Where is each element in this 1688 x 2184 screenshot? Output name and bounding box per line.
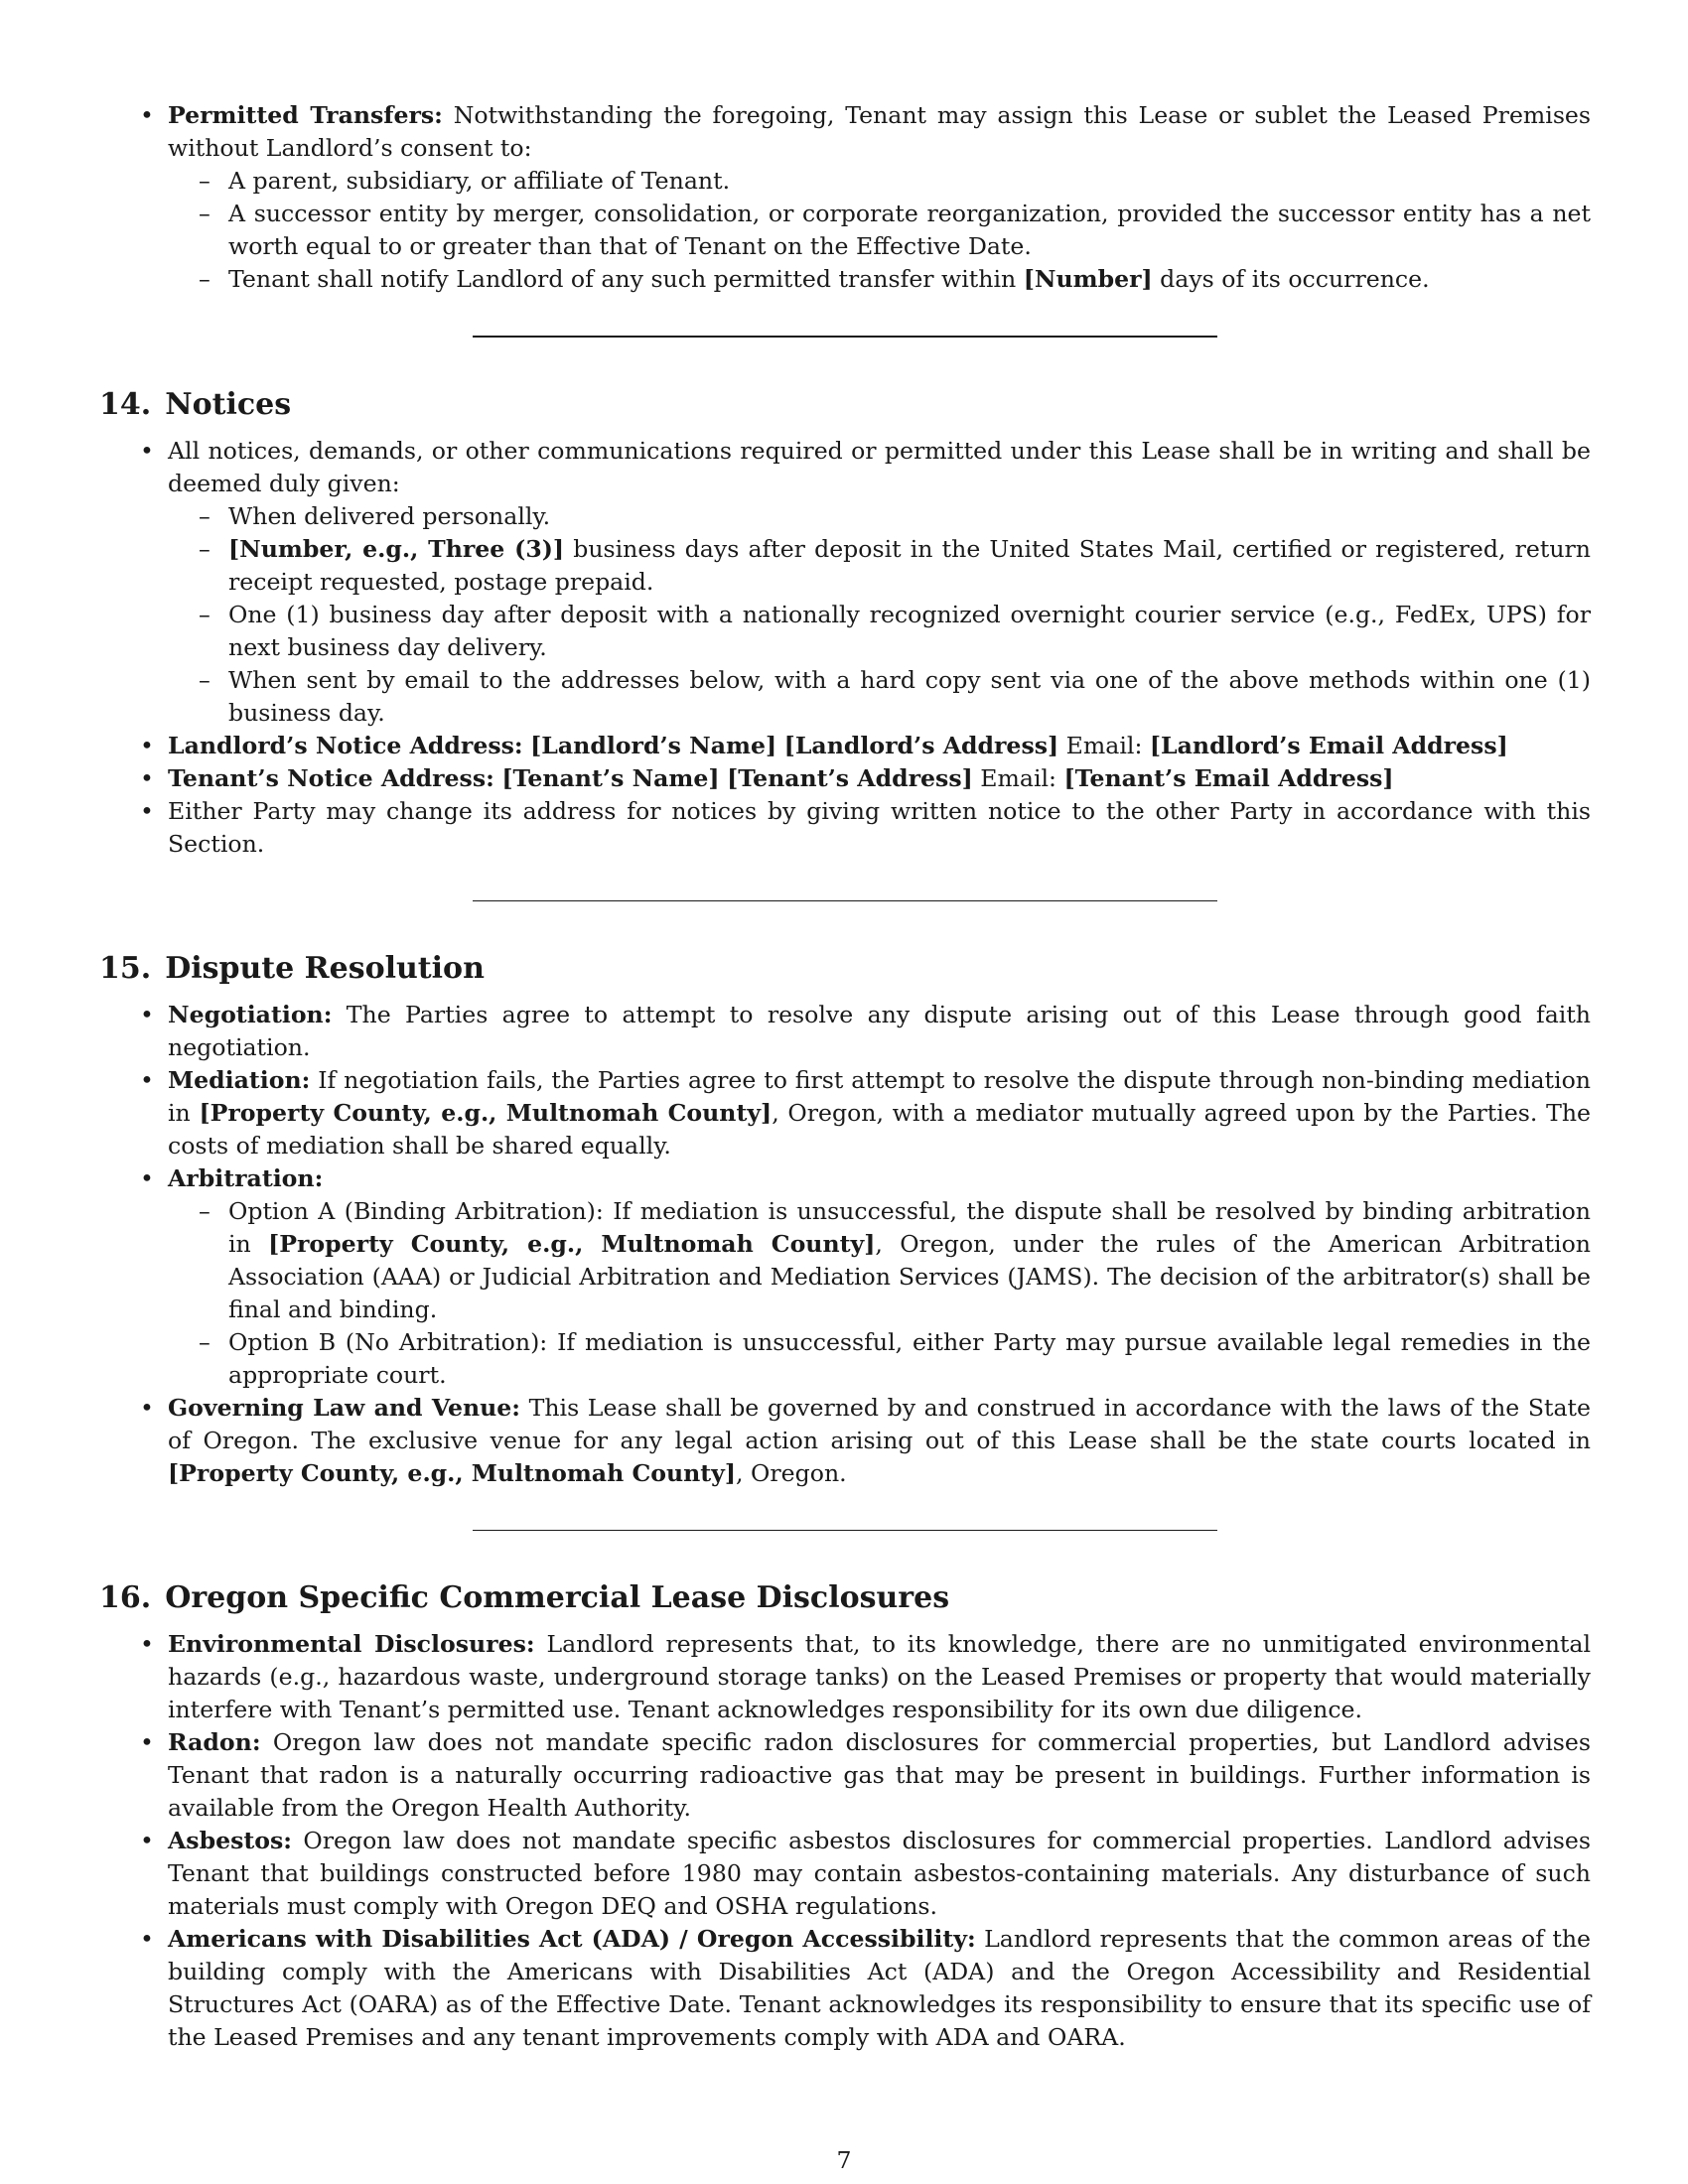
- email-label: Email:: [1058, 732, 1150, 759]
- env-label: Environmental Disclosures:: [168, 1630, 535, 1658]
- list-item: [168, 1628, 1591, 1726]
- asbestos-label: Asbestos:: [168, 1827, 293, 1854]
- list-item: [168, 1064, 1591, 1162]
- permitted-transfers-text: Notwithstanding the foregoing, Tenant may assign this Lease or sublet the Leased Premises without Landlord’s consent to:: [168, 101, 1591, 162]
- list-item: [168, 1162, 1591, 1392]
- section-divider: [473, 900, 1217, 901]
- tenant-name-placeholder: [Tenant’s Name]: [501, 764, 720, 792]
- section-divider: [473, 336, 1217, 338]
- placeholder: [Number, e.g., Three (3)]: [228, 535, 565, 563]
- oregon-list: [99, 1628, 1591, 2054]
- list-item: • Either Party may change its address for notices by giving written notice to the other Party in accordance with this Section.: [168, 795, 1591, 861]
- list-item: [228, 1195, 1591, 1326]
- list-item: [228, 263, 1591, 296]
- negotiation-label: Negotiation:: [168, 1001, 333, 1028]
- tenant-notice-address: [168, 762, 1591, 795]
- section-dispute-resolution: [99, 949, 1591, 1490]
- permitted-transfers-item: [168, 99, 1591, 296]
- list-item: – A successor entity by merger, consolidation, or corporate reorganization, provided the successor entity has a net worth equal to or greater than that of Tenant on the Effective Date.: [228, 198, 1591, 263]
- email-label: Email:: [972, 764, 1064, 792]
- section-title: Dispute Resolution: [165, 951, 485, 986]
- section-notices: [99, 385, 1591, 861]
- law-text: This Lease shall be governed by and construed in accordance with the laws of the State of Oregon. The exclusive venue for any legal action arising out of this Lease shall be the state courts located in: [168, 1394, 1591, 1454]
- dispute-list: [99, 999, 1591, 1490]
- section-heading: [99, 949, 1591, 989]
- section-heading: [99, 385, 1591, 425]
- negotiation-text: The Parties agree to attempt to resolve any dispute arising out of this Lease through good faith negotiation.: [168, 1001, 1591, 1061]
- asbestos-text: Oregon law does not mandate specific asbestos disclosures for commercial properties. Landlord advises Tenant that buildings constructed before 1980 may contain asbestos-containing materials. Any disturbance of such materials must comply with Oregon DEQ and OSHA regulations.: [168, 1827, 1591, 1920]
- list-item: – When sent by email to the addresses below, with a hard copy sent via one of the above methods within one (1) business day.: [228, 664, 1591, 730]
- tenant-address-placeholder: [Tenant’s Address]: [727, 764, 973, 792]
- notices-sublist: [168, 500, 1591, 730]
- permitted-transfers-list: [99, 99, 1591, 296]
- option-a-text-end: , Oregon, under the rules of the American Arbitration Association (AAA) or Judicial Arbitration and Mediation Services (JAMS). The decision of the arbitrator(s) shall be final and binding.: [228, 1230, 1591, 1323]
- law-label: Governing Law and Venue:: [168, 1394, 521, 1422]
- section-title: Oregon Specific Commercial Lease Disclosures: [165, 1580, 950, 1615]
- list-item: [168, 1392, 1591, 1490]
- notices-list: [99, 435, 1591, 861]
- list-item: [168, 435, 1591, 730]
- county-placeholder: [Property County, e.g., Multnomah County]: [168, 1459, 737, 1487]
- notify-placeholder: [Number]: [1023, 265, 1153, 293]
- notify-text: Tenant shall notify Landlord of any such permitted transfer within: [228, 265, 1024, 293]
- radon-label: Radon:: [168, 1728, 261, 1756]
- list-item: – A parent, subsidiary, or affiliate of Tenant.: [228, 165, 1591, 198]
- section-title: Notices: [165, 387, 292, 422]
- mediation-text-end: , Oregon, with a mediator mutually agreed upon by the Parties. The costs of mediation shall be shared equally.: [168, 1099, 1591, 1160]
- list-item: – Option B (No Arbitration): If mediation is unsuccessful, either Party may pursue available legal remedies in the appropriate court.: [228, 1326, 1591, 1392]
- section-number: 16.: [99, 1580, 152, 1615]
- list-item: [168, 999, 1591, 1064]
- law-text-end: , Oregon.: [736, 1459, 847, 1487]
- permitted-transfers-label: Permitted Transfers:: [168, 101, 443, 129]
- landlord-address-placeholder: [Landlord’s Address]: [783, 732, 1059, 759]
- county-placeholder: [Property County, e.g., Multnomah County]: [199, 1099, 773, 1127]
- county-placeholder: [Property County, e.g., Multnomah County]: [268, 1230, 876, 1258]
- option-a-text: Option A (Binding Arbitration): If mediation is unsuccessful, the dispute shall be resolved by binding arbitration in: [228, 1197, 1591, 1258]
- ada-text: Landlord represents that the common areas of the building comply with the Americans with Disabilities Act (ADA) and the Oregon Accessibility and Residential Structures Act (OARA) as of the Effective Date. Tenant acknowledges its responsibility to ensure that its specific use of the Leased Premises and any tenant improvements comply with ADA and OARA.: [168, 1925, 1591, 2051]
- section-divider: [473, 1530, 1217, 1531]
- landlord-notice-address: [168, 730, 1591, 762]
- landlord-email-placeholder: [Landlord’s Email Address]: [1149, 732, 1508, 759]
- arbitration-sublist: [168, 1195, 1591, 1392]
- env-text: Landlord represents that, to its knowledge, there are no unmitigated environmental hazards (e.g., hazardous waste, underground storage tanks) on the Leased Premises or property that would materially interfere with Tenant’s permitted use. Tenant acknowledges responsibility for its own due diligence.: [168, 1630, 1591, 1723]
- page-number: 7: [836, 2146, 852, 2174]
- permitted-transfers-sublist: [168, 165, 1591, 296]
- list-item: [168, 1923, 1591, 2054]
- notices-intro: All notices, demands, or other communications required or permitted under this Lease shall be in writing and shall be deemed duly given:: [168, 437, 1591, 497]
- landlord-name-placeholder: [Landlord’s Name]: [530, 732, 777, 759]
- page-content: [99, 99, 1591, 2054]
- mediation-text: If negotiation fails, the Parties agree to first attempt to resolve the dispute through non-binding mediation in: [168, 1066, 1591, 1127]
- radon-text: Oregon law does not mandate specific radon disclosures for commercial properties, but Landlord advises Tenant that radon is a naturally occurring radioactive gas that may be present in buildings. Further information is available from the Oregon Health Authority.: [168, 1728, 1591, 1822]
- section-number: 14.: [99, 387, 152, 422]
- list-item: – One (1) business day after deposit with a nationally recognized overnight courier service (e.g., FedEx, UPS) for next business day delivery.: [228, 599, 1591, 664]
- arbitration-label: Arbitration:: [168, 1164, 324, 1192]
- list-item-text: business days after deposit in the United States Mail, certified or registered, return receipt requested, postage prepaid.: [228, 535, 1591, 596]
- section-heading: [99, 1578, 1591, 1618]
- tenant-address-label: Tenant’s Notice Address:: [168, 764, 494, 792]
- list-item: [168, 1825, 1591, 1923]
- landlord-address-label: Landlord’s Notice Address:: [168, 732, 523, 759]
- list-item: [168, 1726, 1591, 1825]
- list-item: – When delivered personally.: [228, 500, 1591, 533]
- section-number: 15.: [99, 951, 152, 986]
- section-oregon-disclosures: [99, 1578, 1591, 2054]
- mediation-label: Mediation:: [168, 1066, 311, 1094]
- notify-text-end: days of its occurrence.: [1152, 265, 1430, 293]
- tenant-email-placeholder: [Tenant’s Email Address]: [1063, 764, 1394, 792]
- ada-label: Americans with Disabilities Act (ADA) / Oregon Accessibility:: [168, 1925, 976, 1953]
- list-item: [228, 533, 1591, 599]
